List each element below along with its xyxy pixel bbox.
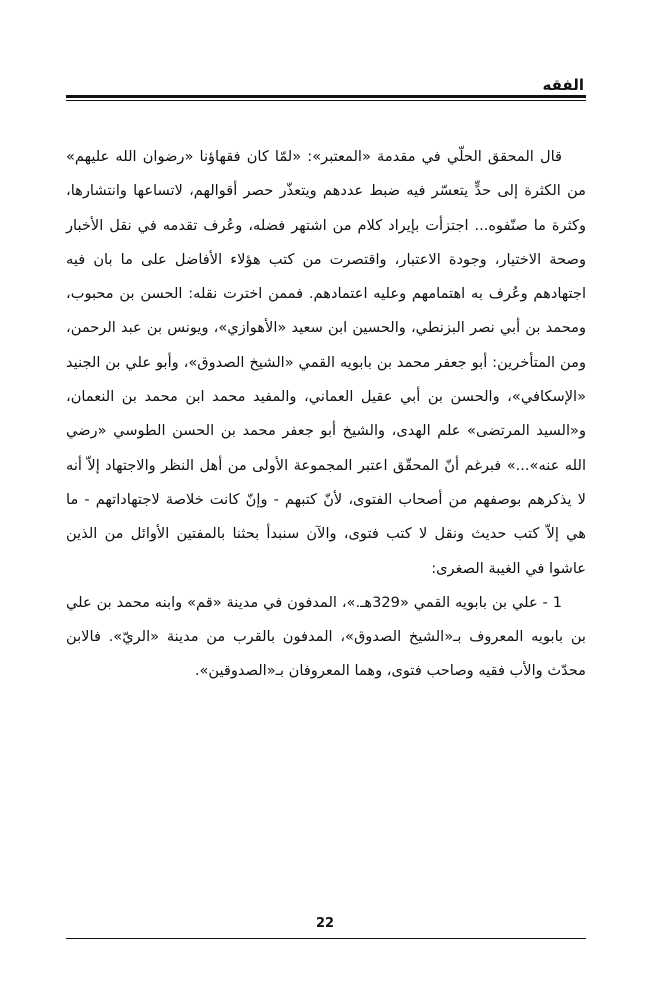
header-rule-thick — [66, 95, 586, 98]
list-item-1: 1 - علي بن بابويه القمي «329هـ.»، المدفون في مدينة «قم» وابنه محمد بن علي بن بابويه المعروف بـ«الشيخ الصدوق»، المدفون بالقرب من مدينة «الريّ». فالابن محدّث والأب فقيه وصاحب فتوى، وهما المعروفان بـ«الصدوقين». — [66, 593, 586, 680]
header-rule-thin — [66, 100, 586, 101]
body-text — [66, 140, 586, 689]
running-header: الفقه — [542, 76, 584, 94]
body-paragraph: قال المحقق الحلّي في مقدمة «المعتبر»: «لمّا كان فقهاؤنا «رضوان الله عليهم» من الكثرة إلى حدٍّ يتعسّر فيه ضبط عددهم ويتعذّر حصر أقوالهم، لاتساعها وانتشارها، وكثرة ما صنّفوه... اجتزأت بإيراد كلام من اشتهر فضله، وعُرف تقدمه في نقل الأخبار وصحة الاختيار، وجودة الاعتبار، واقتصرت من كتب هؤلاء الأفاضل على ما بان فيه اجتهادهم وعُرف به اهتمامهم وعليه اعتمادهم. فممن اخترت نقله: الحسن بن محبوب، ومحمد بن أبي نصر البزنطي، والحسين ابن سعيد «الأهوازي»، ويونس بن عبد الرحمن، ومن المتأخرين: أبو جعفر محمد بن بابويه القمي «الشيخ الصدوق»، وأبو علي بن الجنيد «الإسكافي»، والحسن بن أبي عقيل العماني، والمفيد محمد ابن محمد بن النعمان، و«السيد المرتضى» علم الهدى، والشيخ أبو جعفر محمد بن الحسن الطوسي «رضي الله عنه»...» فبرغم أنّ المحقّق اعتبر المجموعة الأولى من أهل النظر والاجتهاد إلاّ أنه لا يذكرهم بوصفهم من أصحاب الفتوى، لأنّ كتبهم - وإنّ كانت خلاصة لاجتهاداتهم - ما هي إلاّ كتب حديث ونقل لا كتب فتوى، والآن سنبدأ بحثنا بالمفتين الأوائل من الذين عاشوا في الغيبة الصغرى: — [66, 148, 586, 577]
page-number: 22 — [315, 916, 335, 931]
footer-rule — [66, 938, 586, 939]
